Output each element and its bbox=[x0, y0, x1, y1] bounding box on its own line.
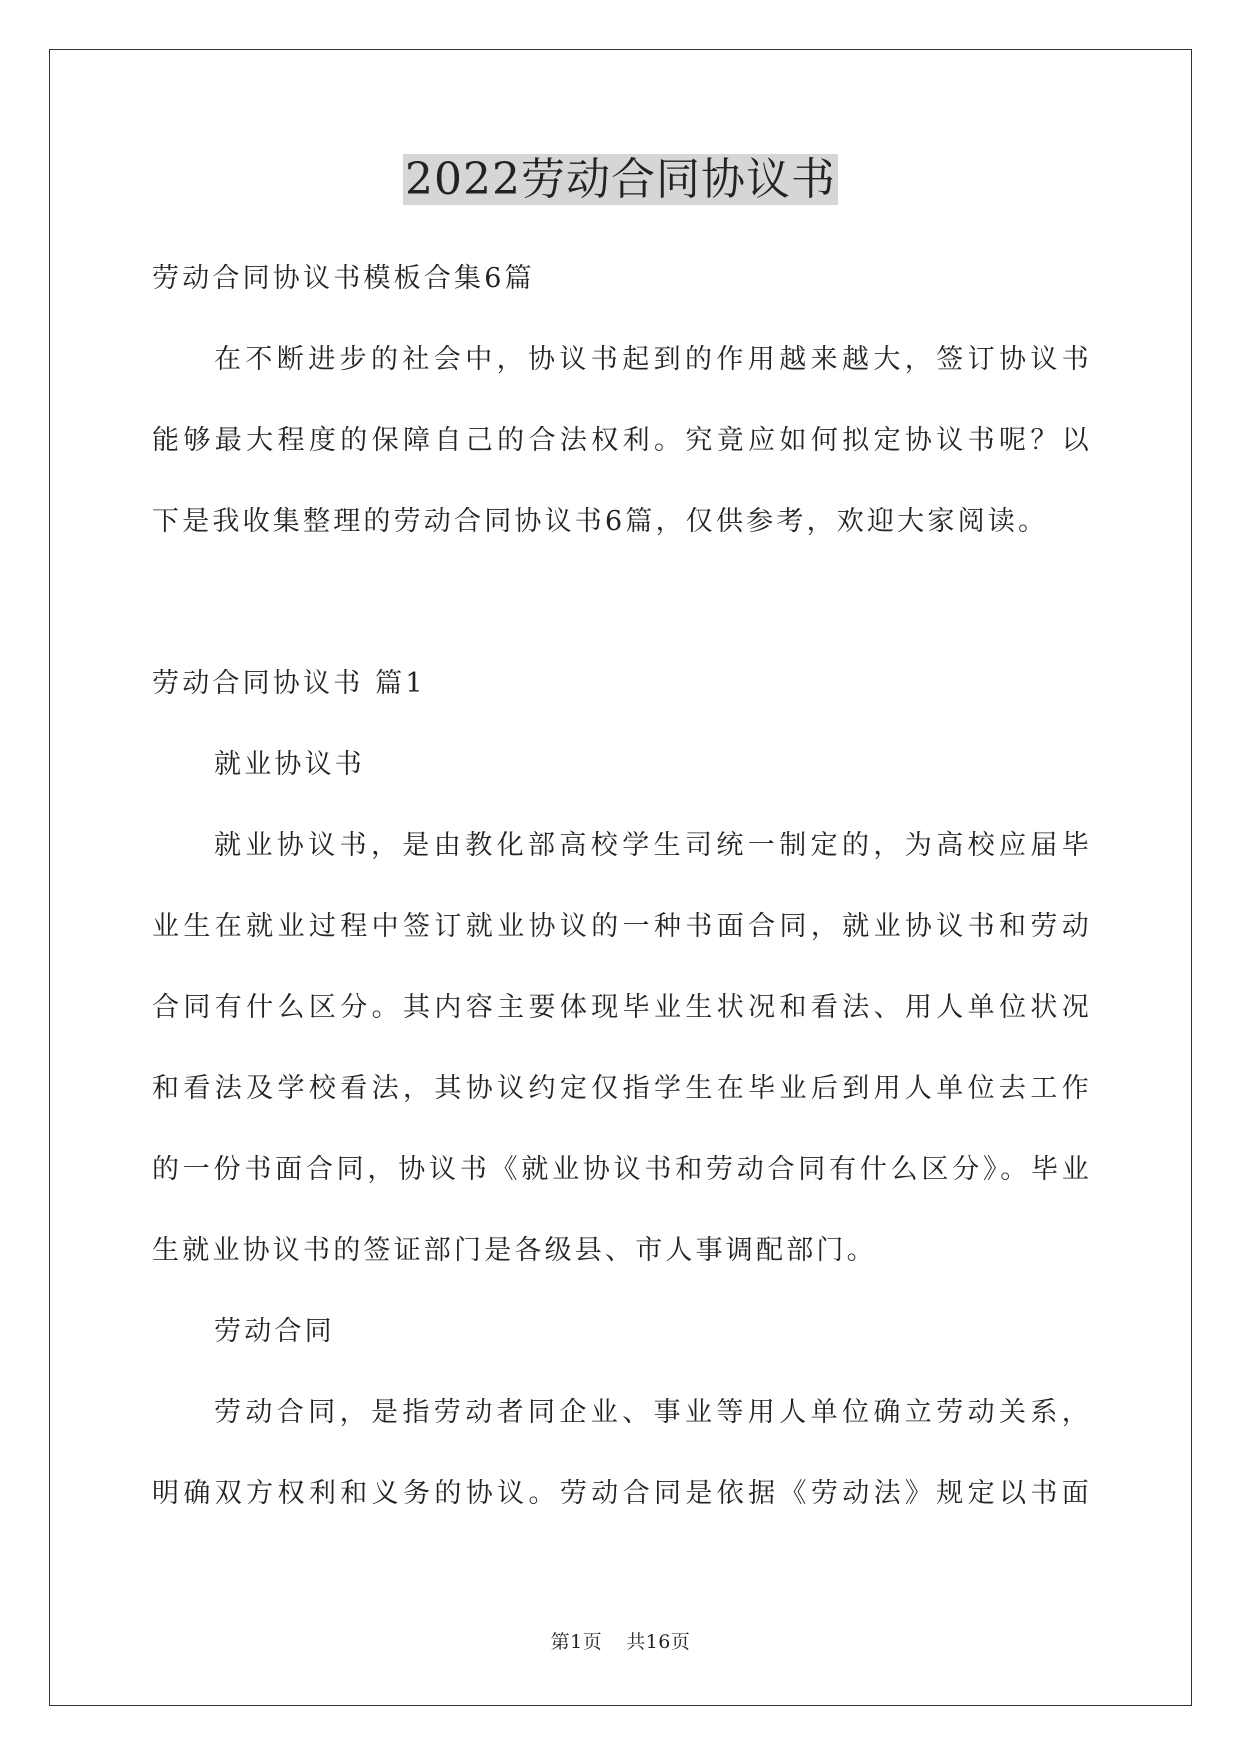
paragraph-line: 劳动合同，是指劳动者同企业、事业等用人单位确立劳动关系， bbox=[214, 1397, 1092, 1428]
page-number: 第1页 bbox=[550, 1631, 603, 1653]
paragraph-line: 和看法及学校看法，其协议约定仅指学生在毕业后到用人单位去工作 bbox=[152, 1073, 1092, 1104]
section-heading: 劳动合同协议书 篇1 bbox=[152, 668, 426, 699]
intro-line: 能够最大程度的保障自己的合法权利。究竟应如何拟定协议书呢？以 bbox=[152, 425, 1092, 456]
paragraph-line: 就业协议书，是由教化部高校学生司统一制定的，为高校应届毕 bbox=[214, 830, 1092, 861]
page-total: 共16页 bbox=[626, 1631, 691, 1653]
paragraph-line: 合同有什么区分。其内容主要体现毕业生状况和看法、用人单位状况 bbox=[152, 992, 1092, 1023]
paragraph-line: 的一份书面合同，协议书《就业协议书和劳动合同有什么区分》。毕业 bbox=[152, 1154, 1092, 1185]
intro-line: 在不断进步的社会中，协议书起到的作用越来越大，签订协议书 bbox=[214, 344, 1092, 375]
document-title bbox=[0, 152, 1241, 208]
subsection-heading-employment-agreement: 就业协议书 bbox=[214, 749, 365, 780]
page-footer bbox=[0, 1630, 1241, 1654]
document-title-text: 2022劳动合同协议书 bbox=[405, 154, 836, 205]
document-body bbox=[152, 238, 1092, 1534]
paragraph-line: 业生在就业过程中签订就业协议的一种书面合同，就业协议书和劳动 bbox=[152, 911, 1092, 942]
paragraph-line: 明确双方权利和义务的协议。劳动合同是依据《劳动法》规定以书面 bbox=[152, 1478, 1092, 1509]
subtitle: 劳动合同协议书模板合集6篇 bbox=[152, 263, 535, 294]
subsection-heading-labor-contract: 劳动合同 bbox=[214, 1316, 335, 1347]
intro-line: 下是我收集整理的劳动合同协议书6篇，仅供参考，欢迎大家阅读。 bbox=[152, 506, 1049, 537]
section-spacer bbox=[152, 562, 1092, 643]
paragraph-line: 生就业协议书的签证部门是各级县、市人事调配部门。 bbox=[152, 1235, 877, 1266]
